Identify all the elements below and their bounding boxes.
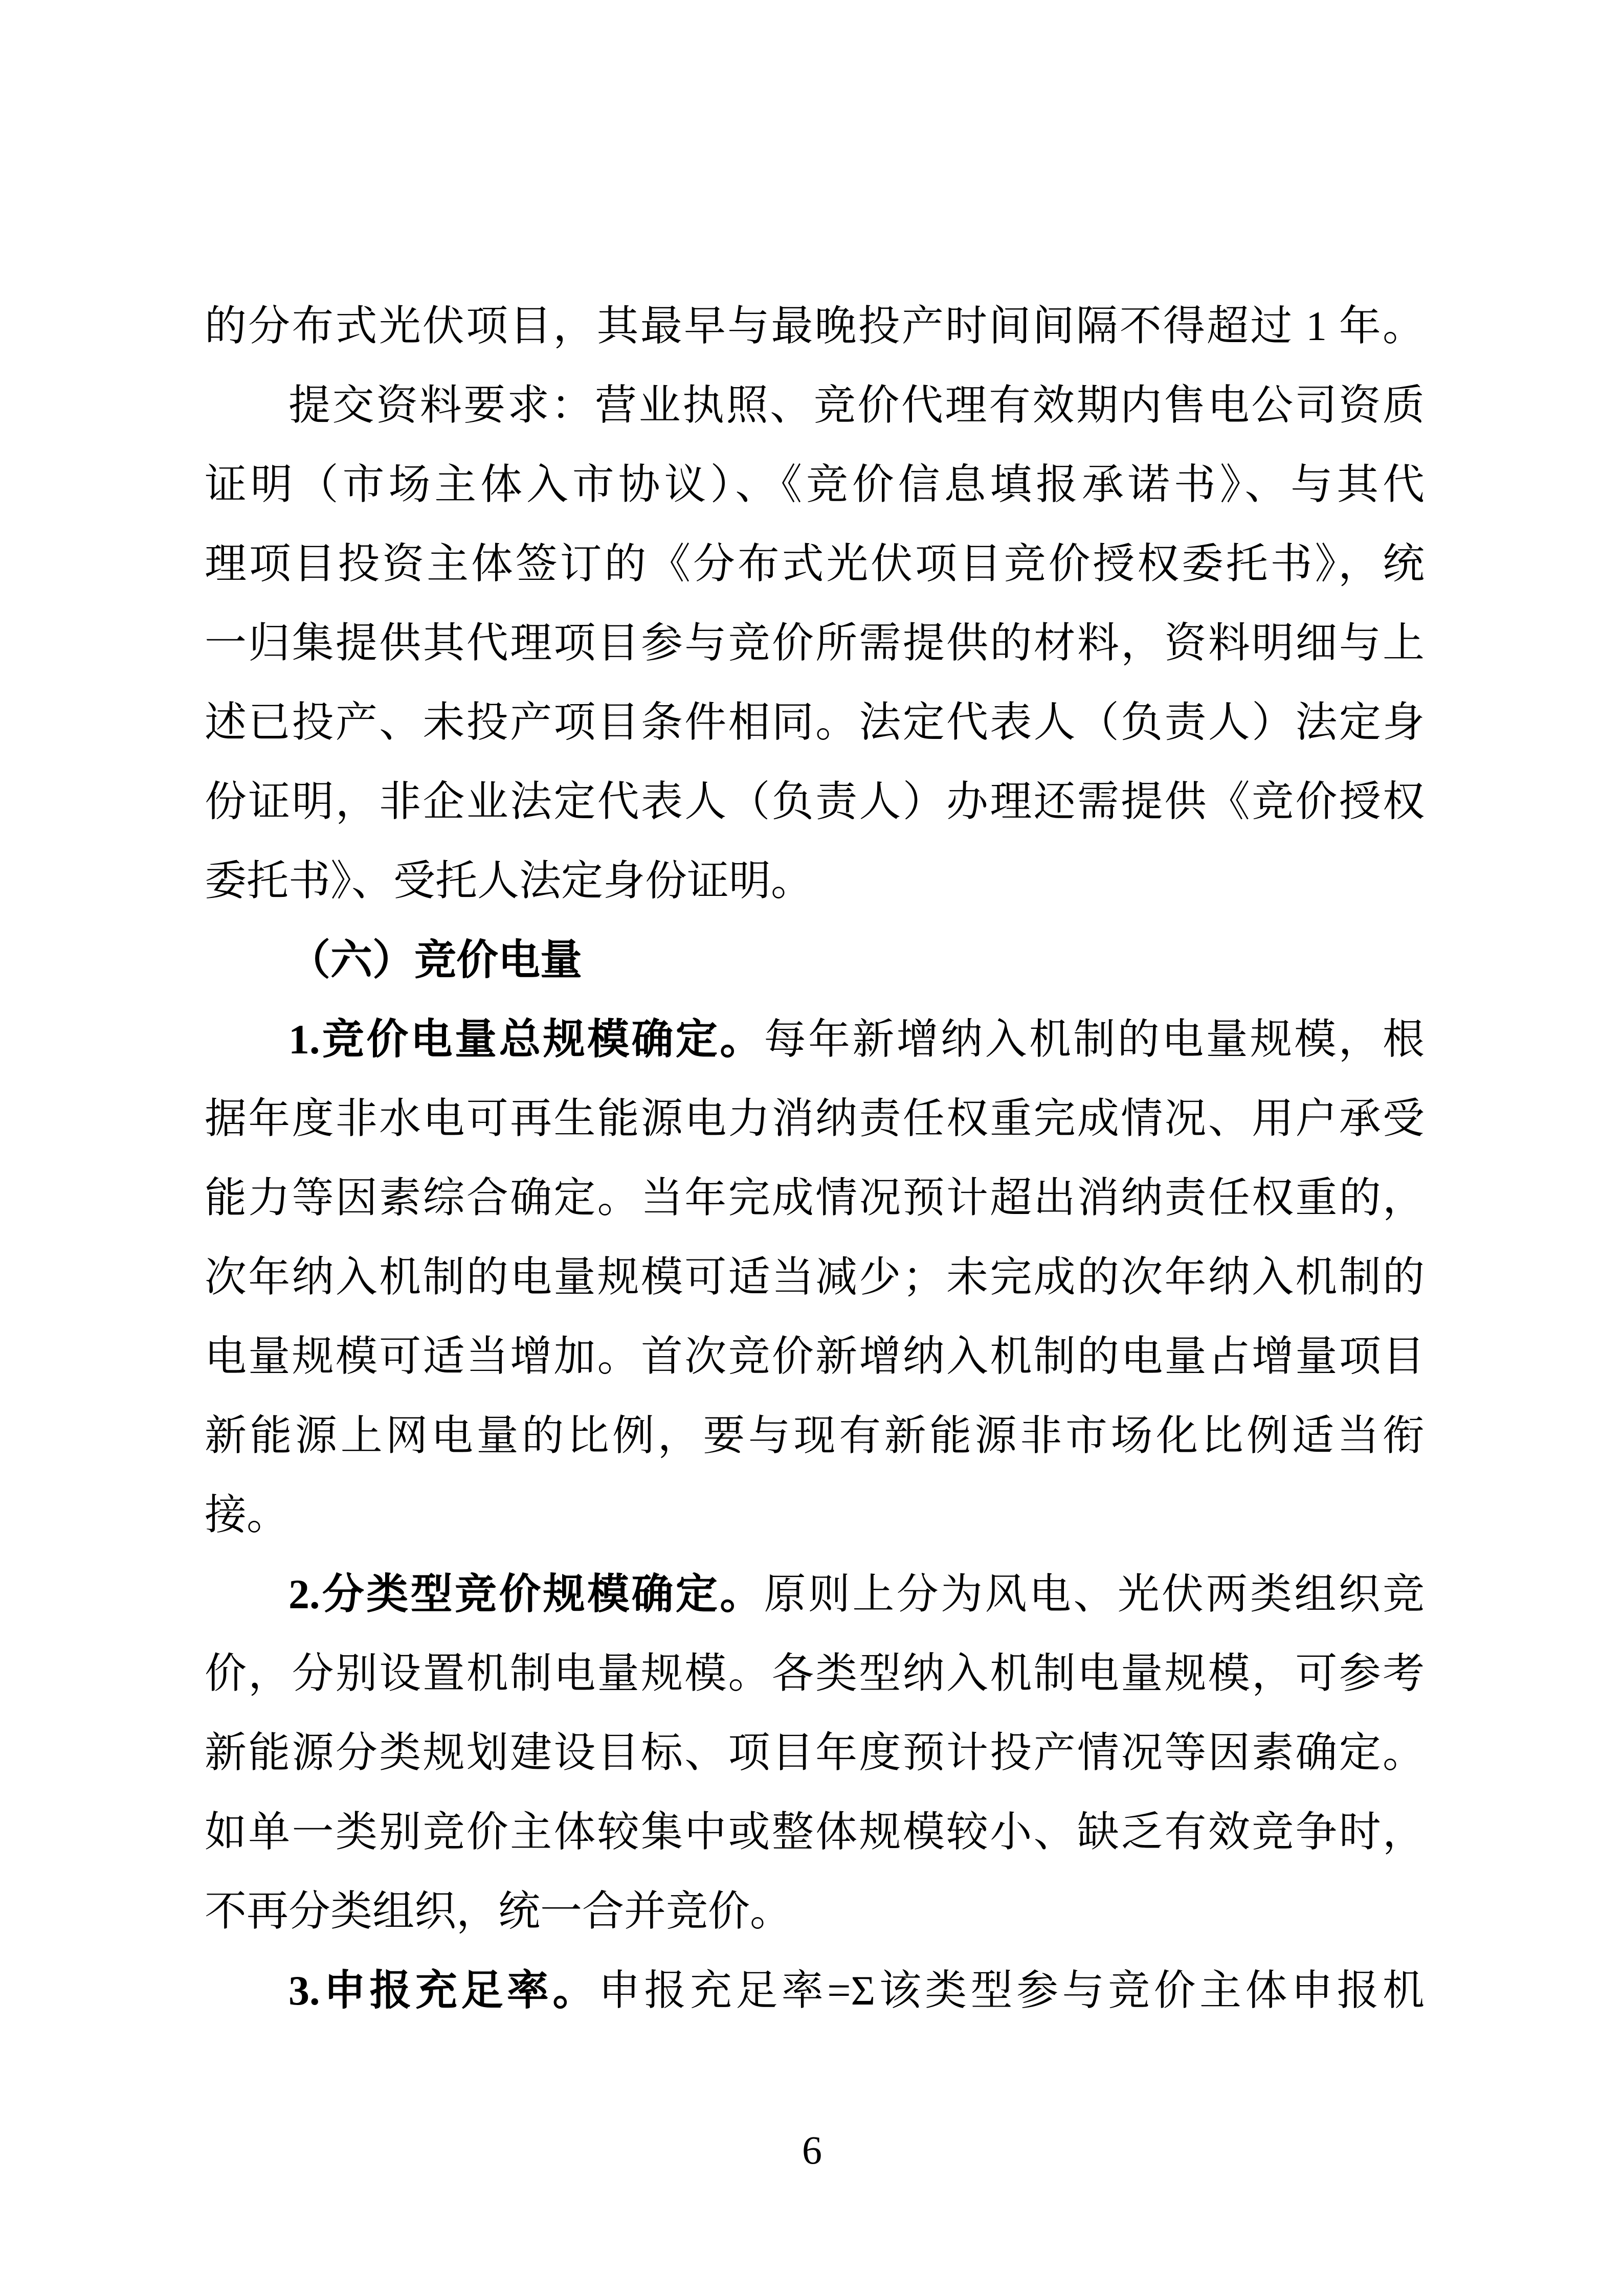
text-line	[205, 1000, 1425, 1079]
bold-run: 1.竞价电量总规模确定。	[288, 1016, 764, 1063]
text-line	[205, 683, 1425, 762]
text-line	[205, 524, 1425, 603]
text-segment: 不再分类组织，统一合并竞价。	[205, 1888, 792, 1934]
text-segment: 接。	[205, 1492, 289, 1538]
text-line	[205, 1951, 1425, 2030]
text-line	[205, 603, 1425, 683]
text-segment: 原则上分为风电、光伏两类组织竞	[764, 1571, 1425, 1617]
section-heading	[205, 920, 1425, 1000]
text-line	[205, 1158, 1425, 1237]
text-line	[205, 1555, 1425, 1634]
text-segment: 每年新增纳入机制的电量规模，根	[764, 1016, 1425, 1063]
bold-run: 2.分类型竞价规模确定。	[288, 1571, 764, 1617]
text-segment: 新能源上网电量的比例，要与现有新能源非市场化比例适当衔	[205, 1412, 1425, 1459]
text-segment: 份证明，非企业法定代表人（负责人）办理还需提供《竞价授权	[205, 778, 1425, 825]
text-segment: 一归集提供其代理项目参与竞价所需提供的材料，资料明细与上	[205, 620, 1425, 666]
text-line	[205, 1237, 1425, 1317]
text-line	[205, 286, 1425, 366]
document-text-block	[205, 286, 1425, 2030]
bold-run: 3.申报充足率。	[288, 1967, 598, 2014]
text-segment: 述已投产、未投产项目条件相同。法定代表人（负责人）法定身	[205, 699, 1425, 746]
text-segment: 的分布式光伏项目，其最早与最晚投产时间间隔不得超过 1 年。	[205, 303, 1425, 349]
text-segment: 提交资料要求：营业执照、竞价代理有效期内售电公司资质	[288, 382, 1425, 429]
text-segment: 新能源分类规划建设目标、项目年度预计投产情况等因素确定。	[205, 1729, 1425, 1776]
text-segment: 如单一类别竞价主体较集中或整体规模较小、缺乏有效竞争时，	[205, 1809, 1425, 1855]
text-segment: 次年纳入机制的电量规模可适当减少；未完成的次年纳入机制的	[205, 1254, 1425, 1300]
text-segment: 价，分别设置机制电量规模。各类型纳入机制电量规模，可参考	[205, 1650, 1425, 1697]
text-segment: 申报充足率=Σ该类型参与竞价主体申报机	[598, 1967, 1425, 2014]
text-line	[205, 1713, 1425, 1792]
text-segment: 电量规模可适当增加。首次竞价新增纳入机制的电量占增量项目	[205, 1333, 1425, 1380]
text-line	[205, 445, 1425, 524]
text-line	[205, 1317, 1425, 1396]
heading-text: （六）竞价电量	[288, 937, 583, 983]
text-segment: 据年度非水电可再生能源电力消纳责任权重完成情况、用户承受	[205, 1095, 1425, 1142]
text-segment: 理项目投资主体签订的《分布式光伏项目竞价授权委托书》，统	[205, 541, 1425, 587]
text-line	[205, 762, 1425, 841]
text-line	[205, 366, 1425, 445]
page-number: 6	[802, 2128, 822, 2172]
text-line	[205, 1079, 1425, 1158]
text-line	[205, 1634, 1425, 1713]
text-line	[205, 841, 1425, 920]
text-line	[205, 1475, 1425, 1555]
text-line	[205, 1872, 1425, 1951]
text-line	[205, 1396, 1425, 1475]
text-segment: 委托书》、受托人法定身份证明。	[205, 858, 813, 904]
text-segment: 证明（市场主体入市协议）、《竞价信息填报承诺书》、与其代	[205, 461, 1425, 508]
text-segment: 能力等因素综合确定。当年完成情况预计超出消纳责任权重的，	[205, 1175, 1425, 1221]
text-line	[205, 1792, 1425, 1872]
